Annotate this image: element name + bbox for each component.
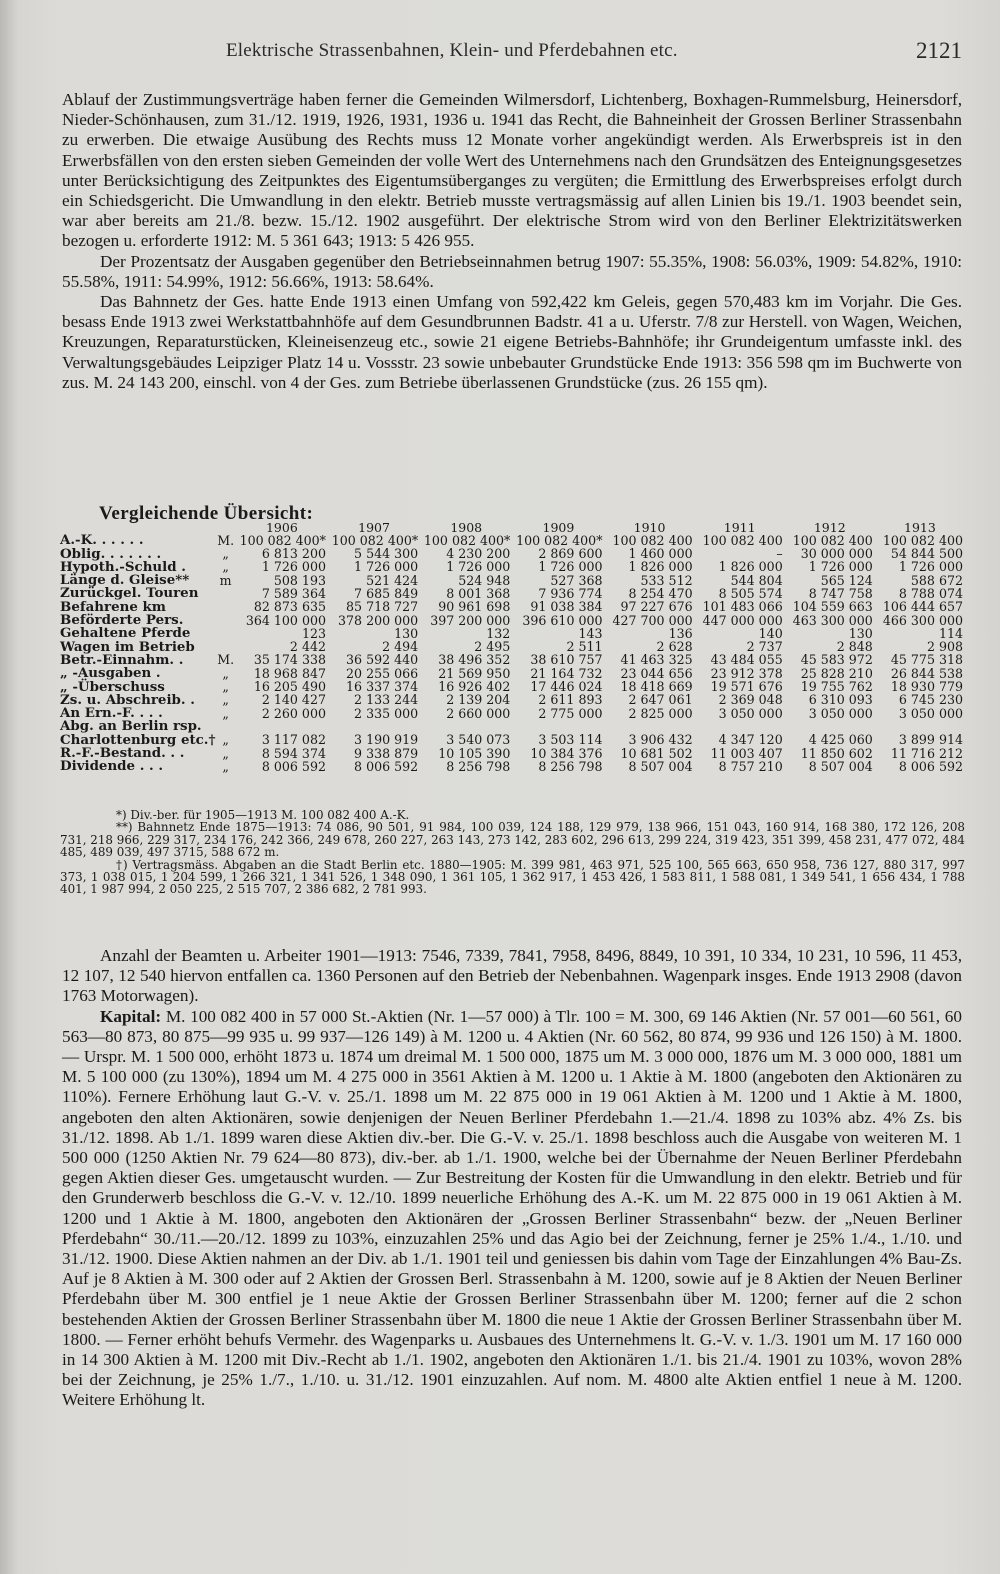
cell-value: 2 869 600	[538, 546, 603, 562]
row-label-text: Beförderte Pers.	[60, 612, 184, 629]
cell-value: 2 260 000	[261, 705, 326, 721]
cell-value: 3 117 082	[261, 732, 326, 748]
cell-value: 2 647 061	[628, 692, 693, 708]
cell-value: 544 804	[730, 572, 783, 588]
overview-title: Vergleichende Übersicht:	[99, 503, 314, 524]
cell-value: 4 425 060	[808, 732, 873, 748]
page-number: 2121	[916, 38, 962, 63]
cell-value: 2 133 244	[354, 692, 419, 708]
year-header: 1909	[542, 520, 575, 535]
cell-value: 10 105 390	[438, 745, 511, 761]
footnote-network-length: **) Bahnnetz Ende 1875—1913: 74 086, 90 501, 91 984, 100 039, 124 188, 129 979, 138 966, 151 043, 160 914, 168 380, 172 126, 208 731, 218 966, 229 317, 234 176, 242 366, 249 678, 260 227, 263 143, 273 142, 283 602, 296 613, 299 224, 319 423, 351 399, 458 231, 477 072, 484 485, 489 039, 497 3715, 588 672 m.	[60, 820, 965, 860]
cell-value: 2 495	[474, 639, 511, 655]
cell-value: 8 507 004	[808, 758, 873, 774]
cell-value: 9 338 879	[354, 745, 419, 761]
cell-value: 8 256 798	[446, 758, 511, 774]
cell-value: 19 755 762	[800, 679, 873, 695]
cell-value: 8 001 368	[446, 585, 511, 601]
row-label-text: Gehaltene Pferde	[60, 625, 191, 642]
row-unit: „	[222, 732, 229, 748]
cell-value: 21 569 950	[438, 665, 511, 681]
cell-value: 3 503 114	[538, 732, 603, 748]
cell-value: 17 446 024	[530, 679, 603, 695]
cell-value: 130	[848, 625, 873, 641]
cell-value: 1 460 000	[628, 546, 693, 562]
cell-value: 3 190 919	[354, 732, 419, 748]
cell-value: 136	[668, 625, 693, 641]
cell-value: 100 082 400*	[423, 532, 511, 548]
cell-value: 3 050 000	[718, 705, 783, 721]
cell-value: 1 726 000	[808, 559, 873, 575]
row-label-text: „ -Ausgaben .	[60, 665, 161, 682]
cell-value: 466 300 000	[882, 612, 963, 628]
cell-value: 10 681 502	[620, 745, 693, 761]
cell-value: 397 200 000	[430, 612, 511, 628]
cell-value: 527 368	[550, 572, 603, 588]
cell-value: 106 444 657	[882, 599, 963, 615]
cell-value: 85 718 727	[346, 599, 419, 615]
cell-value: 3 906 432	[628, 732, 693, 748]
cell-value: 6 310 093	[808, 692, 873, 708]
cell-value: 16 205 490	[253, 679, 326, 695]
cell-value: 2 494	[382, 639, 419, 655]
capital-section	[62, 946, 962, 1411]
cell-value: 100 082 400	[612, 532, 693, 548]
cell-value: 463 300 000	[792, 612, 873, 628]
row-label-text: Hypoth.-Schuld .	[60, 558, 186, 575]
year-header: 1910	[633, 520, 666, 535]
paragraph-expense-ratio: Der Prozentsatz der Ausgaben gegenüber den Betriebseinnahmen betrug 1907: 55.35%, 1908: 56.03%, 1909: 54.82%, 1910: 55.58%, 1911: 54.99%, 1912: 56.66%, 1913: 58.64%.	[62, 251, 962, 291]
cell-value: 2 335 000	[354, 705, 419, 721]
row-unit: „	[222, 758, 229, 774]
row-label-text: Zs. u. Abschreib. .	[60, 691, 195, 708]
cell-value: 82 873 635	[253, 599, 326, 615]
cell-value: 23 044 656	[620, 665, 693, 681]
cell-value: 533 512	[640, 572, 693, 588]
cell-value: 1 726 000	[354, 559, 419, 575]
row-unit: „	[222, 745, 229, 761]
year-header: 1906	[265, 520, 298, 535]
cell-value: 6 813 200	[261, 546, 326, 562]
cell-value: 524 948	[458, 572, 511, 588]
cell-value: 4 347 120	[718, 732, 783, 748]
cell-value: 10 384 376	[530, 745, 603, 761]
cell-value: 2 139 204	[446, 692, 511, 708]
row-label-text: Dividende . . .	[60, 758, 164, 775]
row-unit: „	[222, 705, 229, 721]
row-unit: M.	[217, 652, 235, 668]
cell-value: 100 082 400	[702, 532, 783, 548]
row-label-text: Oblig. . . . . . .	[60, 545, 162, 562]
cell-value: 2 140 427	[261, 692, 326, 708]
row-unit: M.	[217, 532, 235, 548]
cell-value: 8 254 470	[628, 585, 693, 601]
cell-value: 2 848	[836, 639, 873, 655]
table-row	[60, 614, 965, 627]
cell-value: 8 006 592	[354, 758, 419, 774]
cell-value: 6 745 230	[898, 692, 963, 708]
cell-value: 8 256 798	[538, 758, 603, 774]
cell-value: 20 255 066	[346, 665, 419, 681]
cell-value: 1 726 000	[446, 559, 511, 575]
cell-value: 4 230 200	[446, 546, 511, 562]
cell-value: 8 006 592	[898, 758, 963, 774]
year-header: 1908	[450, 520, 483, 535]
cell-value: 90 961 698	[438, 599, 511, 615]
year-header: 1913	[904, 520, 936, 535]
row-label-text: Zurückgel. Touren	[60, 585, 199, 602]
cell-value: 364 100 000	[245, 612, 326, 628]
cell-value: 565 124	[820, 572, 873, 588]
row-unit: „	[222, 559, 229, 575]
row-label	[60, 760, 215, 773]
page-header	[60, 40, 962, 66]
cell-value: 2 611 893	[538, 692, 603, 708]
row-label-text: Befahrene km	[60, 598, 166, 615]
cell-value: 143	[578, 625, 603, 641]
cell-value: 38 610 757	[530, 652, 603, 668]
cell-value: 35 174 338	[253, 652, 326, 668]
row-unit: „	[222, 679, 229, 695]
row-unit: „	[222, 665, 229, 681]
cell-value: 8 505 574	[718, 585, 783, 601]
cell-value: 18 930 779	[890, 679, 963, 695]
cell-value: 1 826 000	[628, 559, 693, 575]
cell-value: 18 968 847	[253, 665, 326, 681]
table-row	[60, 627, 965, 640]
cell-value: 2 908	[926, 639, 963, 655]
intro-section	[62, 90, 962, 393]
cell-value: 30 000 000	[800, 546, 873, 562]
footnote-levies: †) Vertragsmäss. Abgaben an die Stadt Berlin etc. 1880—1905: M. 399 981, 463 971, 525 100, 565 663, 650 958, 736 127, 880 317, 997 373, 1 038 015, 1 204 599, 1 266 321, 1 341 526, 1 348 090, 1 361 105, 1 362 917, 1 453 426, 1 583 811, 1 588 081, 1 349 541, 1 656 434, 1 788 401, 1 987 994, 2 050 225, 2 515 707, 2 386 682, 2 781 993.	[60, 857, 965, 897]
capital-label: Kapital:	[100, 1006, 162, 1026]
row-label-text: „ -Überschuss	[60, 678, 165, 695]
cell-value: 18 418 669	[620, 679, 693, 695]
cell-value: 100 082 400*	[239, 532, 326, 548]
year-header: 1907	[358, 520, 390, 535]
cell-value: 2 737	[746, 639, 783, 655]
cell-value: 36 592 440	[346, 652, 419, 668]
row-label-text: Wagen im Betrieb	[60, 638, 195, 655]
row-label-text: A.-K. . . . . .	[60, 532, 144, 549]
cell-value: 100 082 400*	[516, 532, 603, 548]
cell-value: 140	[758, 625, 783, 641]
cell-value: 8 006 592	[261, 758, 326, 774]
footnote-dividend: *) Div.-ber. für 1905—1913 M. 100 082 400 A.-K.	[116, 808, 410, 822]
cell-value: 508 193	[273, 572, 326, 588]
cell-value: 38 496 352	[438, 652, 511, 668]
cell-value: 378 200 000	[338, 612, 419, 628]
row-unit	[215, 601, 235, 614]
footnotes	[60, 809, 965, 896]
cell-value: 8 788 074	[898, 585, 963, 601]
cell-value: 54 844 500	[890, 546, 963, 562]
cell-value: 5 544 300	[354, 546, 419, 562]
cell-value: 100 082 400*	[331, 532, 419, 548]
row-unit	[215, 614, 235, 627]
cell-value: 11 716 212	[890, 745, 963, 761]
cell-value: 396 610 000	[522, 612, 603, 628]
cell-value: 16 337 374	[346, 679, 419, 695]
paragraph-staff: Anzahl der Beamten u. Arbeiter 1901—1913: 7546, 7339, 7841, 7958, 8496, 8849, 10 391, 10 334, 10 231, 10 596, 11 453, 12 107, 12 540 hiervon entfallen ca. 1360 Personen auf den Betrieb der Nebenbahnen. Wagenpark insges. Ende 1913 2908 (davon 1763 Motorwagen).	[62, 946, 962, 1006]
row-label-text: Länge d. Gleise**	[60, 572, 190, 589]
cell-value: 3 050 000	[808, 705, 873, 721]
cell-value: 521 424	[366, 572, 419, 588]
row-unit: m	[219, 572, 232, 588]
cell-value: 26 844 538	[890, 665, 963, 681]
cell-value: 1 726 000	[898, 559, 963, 575]
cell-value: 100 082 400	[882, 532, 963, 548]
cell-value: 23 912 378	[710, 665, 783, 681]
cell-value: 8 507 004	[628, 758, 693, 774]
cell-value: 2 628	[656, 639, 693, 655]
row-label-text: An Ern.-F. . . .	[60, 705, 163, 722]
cell-value: 8 594 374	[261, 745, 326, 761]
cell-value: 101 483 066	[702, 599, 783, 615]
capital-text: M. 100 082 400 in 57 000 St.-Aktien (Nr. 1—57 000) à Tlr. 100 = M. 300, 69 146 Aktien (Nr. 57 001—60 561, 60 563—80 873, 80 875—99 935 u. 99 937—126 149) à M. 1200 u. 4 Aktien (Nr. 60 562, 80 874, 99 936 und 126 150) à M. 1800. — Urspr. M. 1 500 000, erhöht 1873 u. 1874 um dreimal M. 1 500 000, 1875 um M. 3 000 000, 1876 um M. 3 000 000, 1881 um M. 5 100 000 (zu 130%), 1894 um M. 4 275 000 in 3561 Aktien à M. 1200 u. 1 Aktie à M. 1800 (angeboten den Aktionären zu 110%). Fernere Erhöhung laut G.-V. v. 25./1. 1898 um M. 22 875 000 in 19 061 Aktien à M. 1200 und 1 Aktie à M. 1800, angeboten den alten Aktionären, sowie denjenigen der Neuen Berliner Pferdebahn 1.—21./4. 1898 zu 103% abz. 4% Zs. bis 31./12. 1898. Ab 1./1. 1899 waren diese Aktien div.-ber. Die G.-V. v. 25./1. 1898 beschloss auch die Ausgabe von weiteren M. 1 500 000 (1250 Aktien Nr. 79 624—80 873), div.-ber. ab 1./1. 1900, welche bei der Übernahme der Neuen Berliner Pferdebahn gegen Aktien dieser Ges. umgetauscht wurden. — Zur Bestreitung der Kosten für die Umwandlung in den elektr. Betrieb und für den Grunderwerb beschloss die G.-V. v. 12./10. 1899 neuerliche Erhöhung des A.-K. um M. 22 875 000 in 19 061 Aktien à M. 1200 und 1 Aktie à M. 1800, angeboten den Aktionären der „Grossen Berliner Strassenbahn“ bezw. der „Neuen Berliner Pferdebahn“ 30./11.—20./12. 1899 zu 103%, einzuzahlen 25% und das Agio bei der Zeichnung, ferner je 25% 1./4., 1./10. und 31./12. 1900. Diese Aktien nahmen an der Div. ab 1./1. 1901 teil und geniessen bis dahin vom Tage der Einzahlungen 4% Bau-Zs. Auf je 8 Aktien à M. 300 oder auf 2 Aktien der Grossen Berl. Strassenbahn à M. 1200, sowie auf je 8 Aktien der Neuen Berliner Pferdebahn über M. 300 entfiel je 1 neue Aktie der Grossen Berliner Strassenbahn über M. 1200; ferner auf die 2 schon bestehenden Aktien der Grossen Berliner Strassenbahn über M. 1800 die neue 1 Aktie der Grossen Berliner Strassenbahn über M. 1800. — Ferner erhöht behufs Vermehr. des Wagenparks u. Ausbaues des Unternehmens lt. G.-V. v. 1./3. 1901 um M. 17 160 000 in 14 300 Aktien à M. 1200 mit Div.-Recht ab 1./1. 1902, angeboten den Aktionären 1./1. bis 21./4. 1901 zu 103%, wovon 28% bei der Zeichnung, je 25% 1./7., 1./10. u. 31./12. 1901 einzuzahlen. Auf nom. M. 4800 alte Aktien entfiel 1 neue à M. 1200. Weitere Erhöhung lt.	[62, 1006, 962, 1410]
cell-value: 45 583 972	[800, 652, 873, 668]
cell-value: 2 775 000	[538, 705, 603, 721]
cell-value: 43 484 055	[710, 652, 783, 668]
paragraph-network: Das Bahnnetz der Ges. hatte Ende 1913 einen Umfang von 592,422 km Geleis, gegen 570,483 km im Vorjahr. Die Ges. besass Ende 1913 zwei Werkstattbahnhöfe auf dem Gesundbrunnen Badstr. 41 a u. Uferstr. 7/8 zur Herstell. von Wagen, Weichen, Kreuzungen, Reparaturstücken, Kleineisenzeug etc., sowie 21 eigene Betriebs-Bahnhöfe; ihr Grundeigentum umfasste inkl. des Verwaltungsgebäudes Leipziger Platz 14 u. Vossstr. 23 sowie unbebauter Grundstücke Ende 1913: 356 598 qm im Buchwerte von zus. M. 24 143 200, einschl. von 4 der Ges. zum Betriebe überlassenen Grundstücke (zus. 26 155 qm).	[62, 292, 962, 392]
cell-value: 1 726 000	[538, 559, 603, 575]
cell-value: 104 559 663	[792, 599, 873, 615]
cell-value: 7 589 364	[261, 585, 326, 601]
year-header: 1912	[813, 520, 846, 535]
cell-value: 91 038 384	[530, 599, 603, 615]
cell-value: 3 899 914	[898, 732, 963, 748]
cell-value: 447 000 000	[702, 612, 783, 628]
cell-value: 2 660 000	[446, 705, 511, 721]
cell-value: 100 082 400	[792, 532, 873, 548]
cell-value: 41 463 325	[620, 652, 693, 668]
cell-value: 1 826 000	[718, 559, 783, 575]
row-label-text: Abg. an Berlin rsp.	[60, 718, 202, 735]
cell-value: 7 685 849	[354, 585, 419, 601]
cell-value: 130	[394, 625, 419, 641]
cell-value: 45 775 318	[890, 652, 963, 668]
paragraph-acquisition-rights: Ablauf der Zustimmungsverträge haben ferner die Gemeinden Wilmersdorf, Lichtenberg, Boxhagen-Rummelsburg, Heinersdorf, Nieder-Schönhausen, zum 31./12. 1919, 1926, 1931, 1936 u. 1941 das Recht, die Bahneinheit der Grossen Berliner Strassenbahn zu erwerben. Die etwaige Ausübung des Rechts muss 12 Monate vorher angekündigt werden. Als Erwerbspreis ist in den Erwerbsfällen von den ersten sieben Gemeinden der volle Wert des Unternehmens nach den Grundsätzen des Enteignungsgesetzes unter Berücksichtigung des Zeitpunktes des Eigentumsüberganges zu vergüten; die Ermittlung des Erwerbspreises erfolgt durch ein Schiedsgericht. Die Umwandlung in den elektr. Betrieb musste vertragsmässig auf allen Linien bis 19./1. 1903 beendet sein, war aber bereits am 21./8. bezw. 15./12. 1902 ausgeführt. Der elektrische Strom wird von den Berliner Elektrizitätswerken bezogen u. erforderte 1912: M. 5 361 643; 1913: 5 426 955.	[62, 90, 962, 251]
cell-value: –	[776, 546, 783, 562]
cell-value: 8 747 758	[808, 585, 873, 601]
cell-value: 588 672	[910, 572, 963, 588]
cell-value: 7 936 774	[538, 585, 603, 601]
year-header: 1911	[723, 520, 756, 535]
cell-value: 132	[486, 625, 511, 641]
row-unit: „	[222, 546, 229, 562]
cell-value: 11 003 407	[710, 745, 783, 761]
comparative-overview-table	[60, 522, 965, 774]
cell-value: 11 850 602	[800, 745, 873, 761]
table-body	[60, 534, 965, 773]
row-unit	[215, 627, 235, 640]
cell-value: 97 227 676	[620, 599, 693, 615]
cell-value: 123	[301, 625, 326, 641]
cell-value: 2 442	[289, 639, 326, 655]
table-row	[60, 760, 965, 773]
row-unit	[215, 587, 235, 600]
row-label-text: Charlottenburg etc.†	[60, 731, 216, 748]
row-unit: „	[222, 692, 229, 708]
cell-value: 1 726 000	[261, 559, 326, 575]
cell-value: 114	[938, 625, 963, 641]
running-title: Elektrische Strassenbahnen, Klein- und Pferdebahnen etc.	[226, 40, 678, 61]
cell-value: 2 369 048	[718, 692, 783, 708]
cell-value: 16 926 402	[438, 679, 511, 695]
row-label-text: Betr.-Einnahm. .	[60, 651, 184, 668]
cell-value: 19 571 676	[710, 679, 783, 695]
cell-value: 3 050 000	[898, 705, 963, 721]
cell-value: 427 700 000	[612, 612, 693, 628]
cell-value: 8 757 210	[718, 758, 783, 774]
cell-value: 3 540 073	[446, 732, 511, 748]
cell-value: 2 825 000	[628, 705, 693, 721]
paragraph-capital	[62, 1007, 962, 1411]
row-label-text: R.-F.-Bestand. . .	[60, 745, 185, 762]
cell-value: 2 511	[566, 639, 603, 655]
cell-value: 25 828 210	[800, 665, 873, 681]
cell-value: 21 164 732	[530, 665, 603, 681]
